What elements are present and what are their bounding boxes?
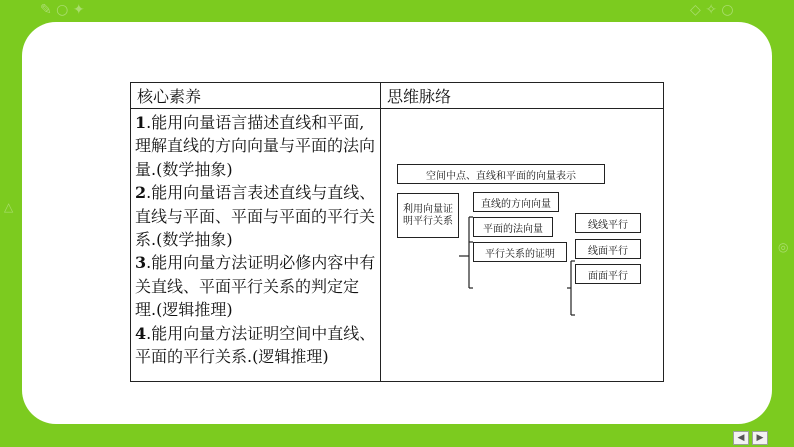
header-thinking-context: 思维脉络 <box>381 83 664 109</box>
objective-item: 3.能用向量方法证明必修内容中有关直线、平面平行关系的判定定理.(逻辑推理) <box>135 253 376 320</box>
objective-item: 2.能用向量语言表述直线与直线、直线与平面、平面与平面的平行关系.(数学抽象) <box>135 183 376 250</box>
literacy-table <box>130 82 664 382</box>
prev-slide-button[interactable] <box>733 431 749 445</box>
node-line-line-parallel: 线线平行 <box>575 213 641 233</box>
next-slide-button[interactable] <box>752 431 768 445</box>
node-spatial-representation: 空间中点、直线和平面的向量表示 <box>397 164 605 184</box>
node-parallel-proof: 平行关系的证明 <box>473 242 567 262</box>
node-plane-plane-parallel: 面面平行 <box>575 264 641 284</box>
node-normal-vector: 平面的法向量 <box>473 217 553 237</box>
node-root-parallel-proof: 利用向量证明平行关系 <box>397 193 459 238</box>
objectives-cell <box>131 109 381 382</box>
prev-slide-icon: ◀ <box>737 433 745 443</box>
next-slide-icon: ▶ <box>756 433 764 443</box>
node-line-plane-parallel: 线面平行 <box>575 239 641 259</box>
node-direction-vector: 直线的方向向量 <box>473 192 559 212</box>
objective-item: 4.能用向量方法证明空间中直线、平面的平行关系.(逻辑推理) <box>135 323 376 367</box>
decorative-doodle-3: △ <box>4 200 14 214</box>
decorative-doodle-1: ✎ ○ ✦ <box>40 2 85 18</box>
decorative-doodle-4: ◎ <box>778 240 789 254</box>
mindmap-cell <box>381 109 664 382</box>
objective-item: 1.能用向量语言描述直线和平面,理解直线的方向向量与平面的法向量.(数学抽象) <box>135 113 376 179</box>
decorative-doodle-2: ◇ ✧ ○ <box>690 2 734 18</box>
header-core-literacy: 核心素养 <box>131 83 381 109</box>
